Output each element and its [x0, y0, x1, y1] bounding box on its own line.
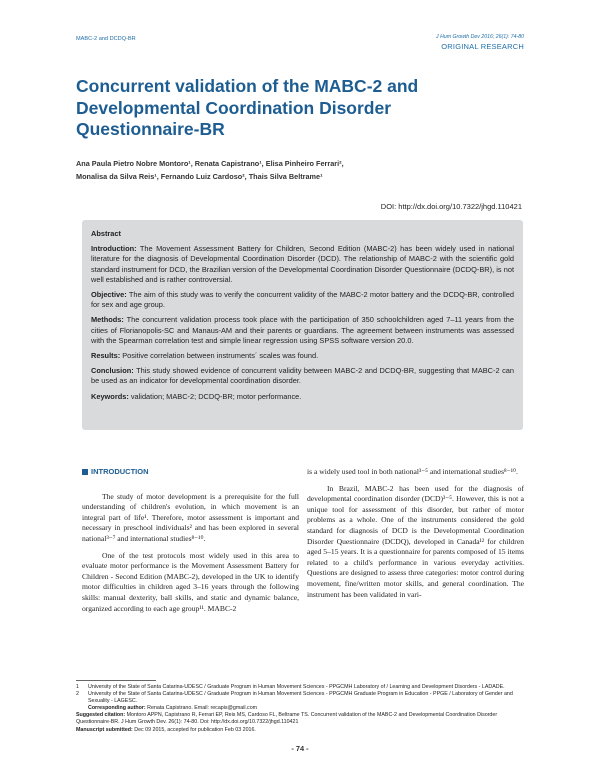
footnote-divider	[76, 680, 156, 681]
running-header	[436, 34, 524, 51]
author-list	[76, 157, 526, 183]
footnote-2: 2 University of the State of Santa Catarina-UDESC / Graduate Program in Human Movement Sciences - PPGCMH Graduate Program in Education - PPGE / Laboratory of Gender and Sexuality - LAGESC.	[76, 691, 513, 705]
abstract-methods: Methods: The concurrent validation process took place with the participation of 350 schoolchildren aged 7–11 years from the cities of Florianopolis-SC and Manaus-AM and their parents or guardians. The agreement between instruments was assessed with the Spearman correlation test and simple linear regression using SPSS software version 20.0.	[91, 315, 514, 345]
body-paragraph: The study of motor development is a prerequisite for the full understanding of children's evolution, in which movement is an integral part of life¹. Therefore, motor assessment is important and necessary in preschool individuals² and has been explored in several national³⁻⁷ and international studies⁸⁻¹⁰.	[82, 491, 299, 543]
abstract-heading: Abstract	[91, 229, 121, 238]
author-line-1: Ana Paula Pietro Nobre Montoro¹, Renata Capistrano¹, Elisa Pinheiro Ferrari²,	[76, 159, 344, 168]
doi-link[interactable]: DOI: http://dx.doi.org/10.7322/jhgd.110421	[380, 202, 522, 211]
abstract-introduction: Introduction: The Movement Assessment Battery for Children, Second Edition (MABC-2) has been widely used in national literature for the diagnosis of Developmental Coordination Disorder (DCD). The relationship of MABC-2 with the scientific gold standard instrument for DCD, the Brazilian version of the Developmental Coordination Disorder Questionnaire (DCDQ-BR), is not well established and is rather controversial.	[91, 244, 514, 284]
running-header-title: MABC-2 and DCDQ-BR	[76, 36, 136, 42]
abstract-objective: Objective: The aim of this study was to verify the concurrent validity of the MABC-2 motor battery and the DCDQ-BR, controlled for sex and age group.	[91, 290, 514, 310]
introduction-heading: INTRODUCTION	[82, 467, 299, 478]
footnotes	[76, 684, 528, 734]
author-line-2: Monalisa da Silva Reis¹, Fernando Luiz Cardoso², Thais Silva Beltrame¹	[76, 172, 323, 181]
abstract-box	[82, 220, 523, 430]
abstract-conclusion: Conclusion: This study showed evidence of concurrent validity between MABC-2 and DCDQ-BR, suggesting that MABC-2 can be used as an indicator for developmental coordination disorder.	[91, 366, 514, 386]
body-column-right	[307, 467, 524, 606]
abstract-results: Results: Positive correlation between instruments´ scales was found.	[91, 351, 319, 361]
manuscript-dates: Manuscript submitted: Dec 09 2015, accepted for publication Feb 03 2016.	[76, 726, 256, 733]
journal-citation: J Hum Growth Dev 2016; 26(1): 74-80	[436, 34, 524, 40]
corresponding-author: Corresponding author: Renata Capistrano. Email: recapis@gmail.com	[88, 705, 258, 712]
footnote-1: 1 University of the State of Santa Catarina-UDESC / Graduate Program in Human Movement Sciences - PPGCMH Laboratory of / Learning and Development Disorders - LADADE.	[76, 684, 505, 690]
body-column-left	[82, 467, 299, 620]
section-square-icon	[82, 469, 88, 475]
section-label: ORIGINAL RESEARCH	[441, 42, 524, 51]
article-title: Concurrent validation of the MABC-2 and Developmental Coordination Disorder Questionnaire-BR	[76, 76, 419, 139]
body-paragraph: is a widely used tool in both national³⁻⁵ and international studies⁸⁻¹⁰.	[307, 467, 518, 476]
page-number: - 74 -	[291, 744, 309, 753]
abstract-keywords: Keywords: validation; MABC-2; DCDQ-BR; motor performance.	[91, 391, 302, 401]
body-paragraph: In Brazil, MABC-2 has been used for the diagnosis of developmental coordination disorder (DCD)³⁻⁵. However, this is not a unique tool for assessment of this disorder, but rather of motor problems as a whole. One of the instruments considered the gold standard for diagnosis of DCD is the Developmental Coordination Disorder Questionnaire (DCDQ), developed in Canada¹² for children aged 5–15 years. It is a questionnaire for parents composed of 15 items related to a child's performance in various everyday activities. Questions are designed to assess three categories: motor control during movement, fine/written motor skills, and general coordination. The instrument has been validated in vari-	[307, 483, 524, 599]
body-paragraph: One of the test protocols most widely used in this area to evaluate motor performance is the Movement Assessment Battery for Children - Second Edition (MABC-2), developed in the UK to identify motor difficulties in children aged 3–16 years through the following skills: manual dexterity, ball skills, and static and dynamic balance, organized according to each age group¹¹. MABC-2	[82, 550, 299, 613]
suggested-citation: Suggested citation: Montoro APPN, Capistrano R, Ferrari EP, Reis MS, Cardoso FL, Beltrame TS. Concurrent validation of the MABC-2 and Developmental Coordination Disorder Questionnaire-BR. J Hum Growth Dev. 26(1): 74-80. Doi: http://dx.doi.org/10.7322/jhgd.110421	[76, 712, 498, 726]
